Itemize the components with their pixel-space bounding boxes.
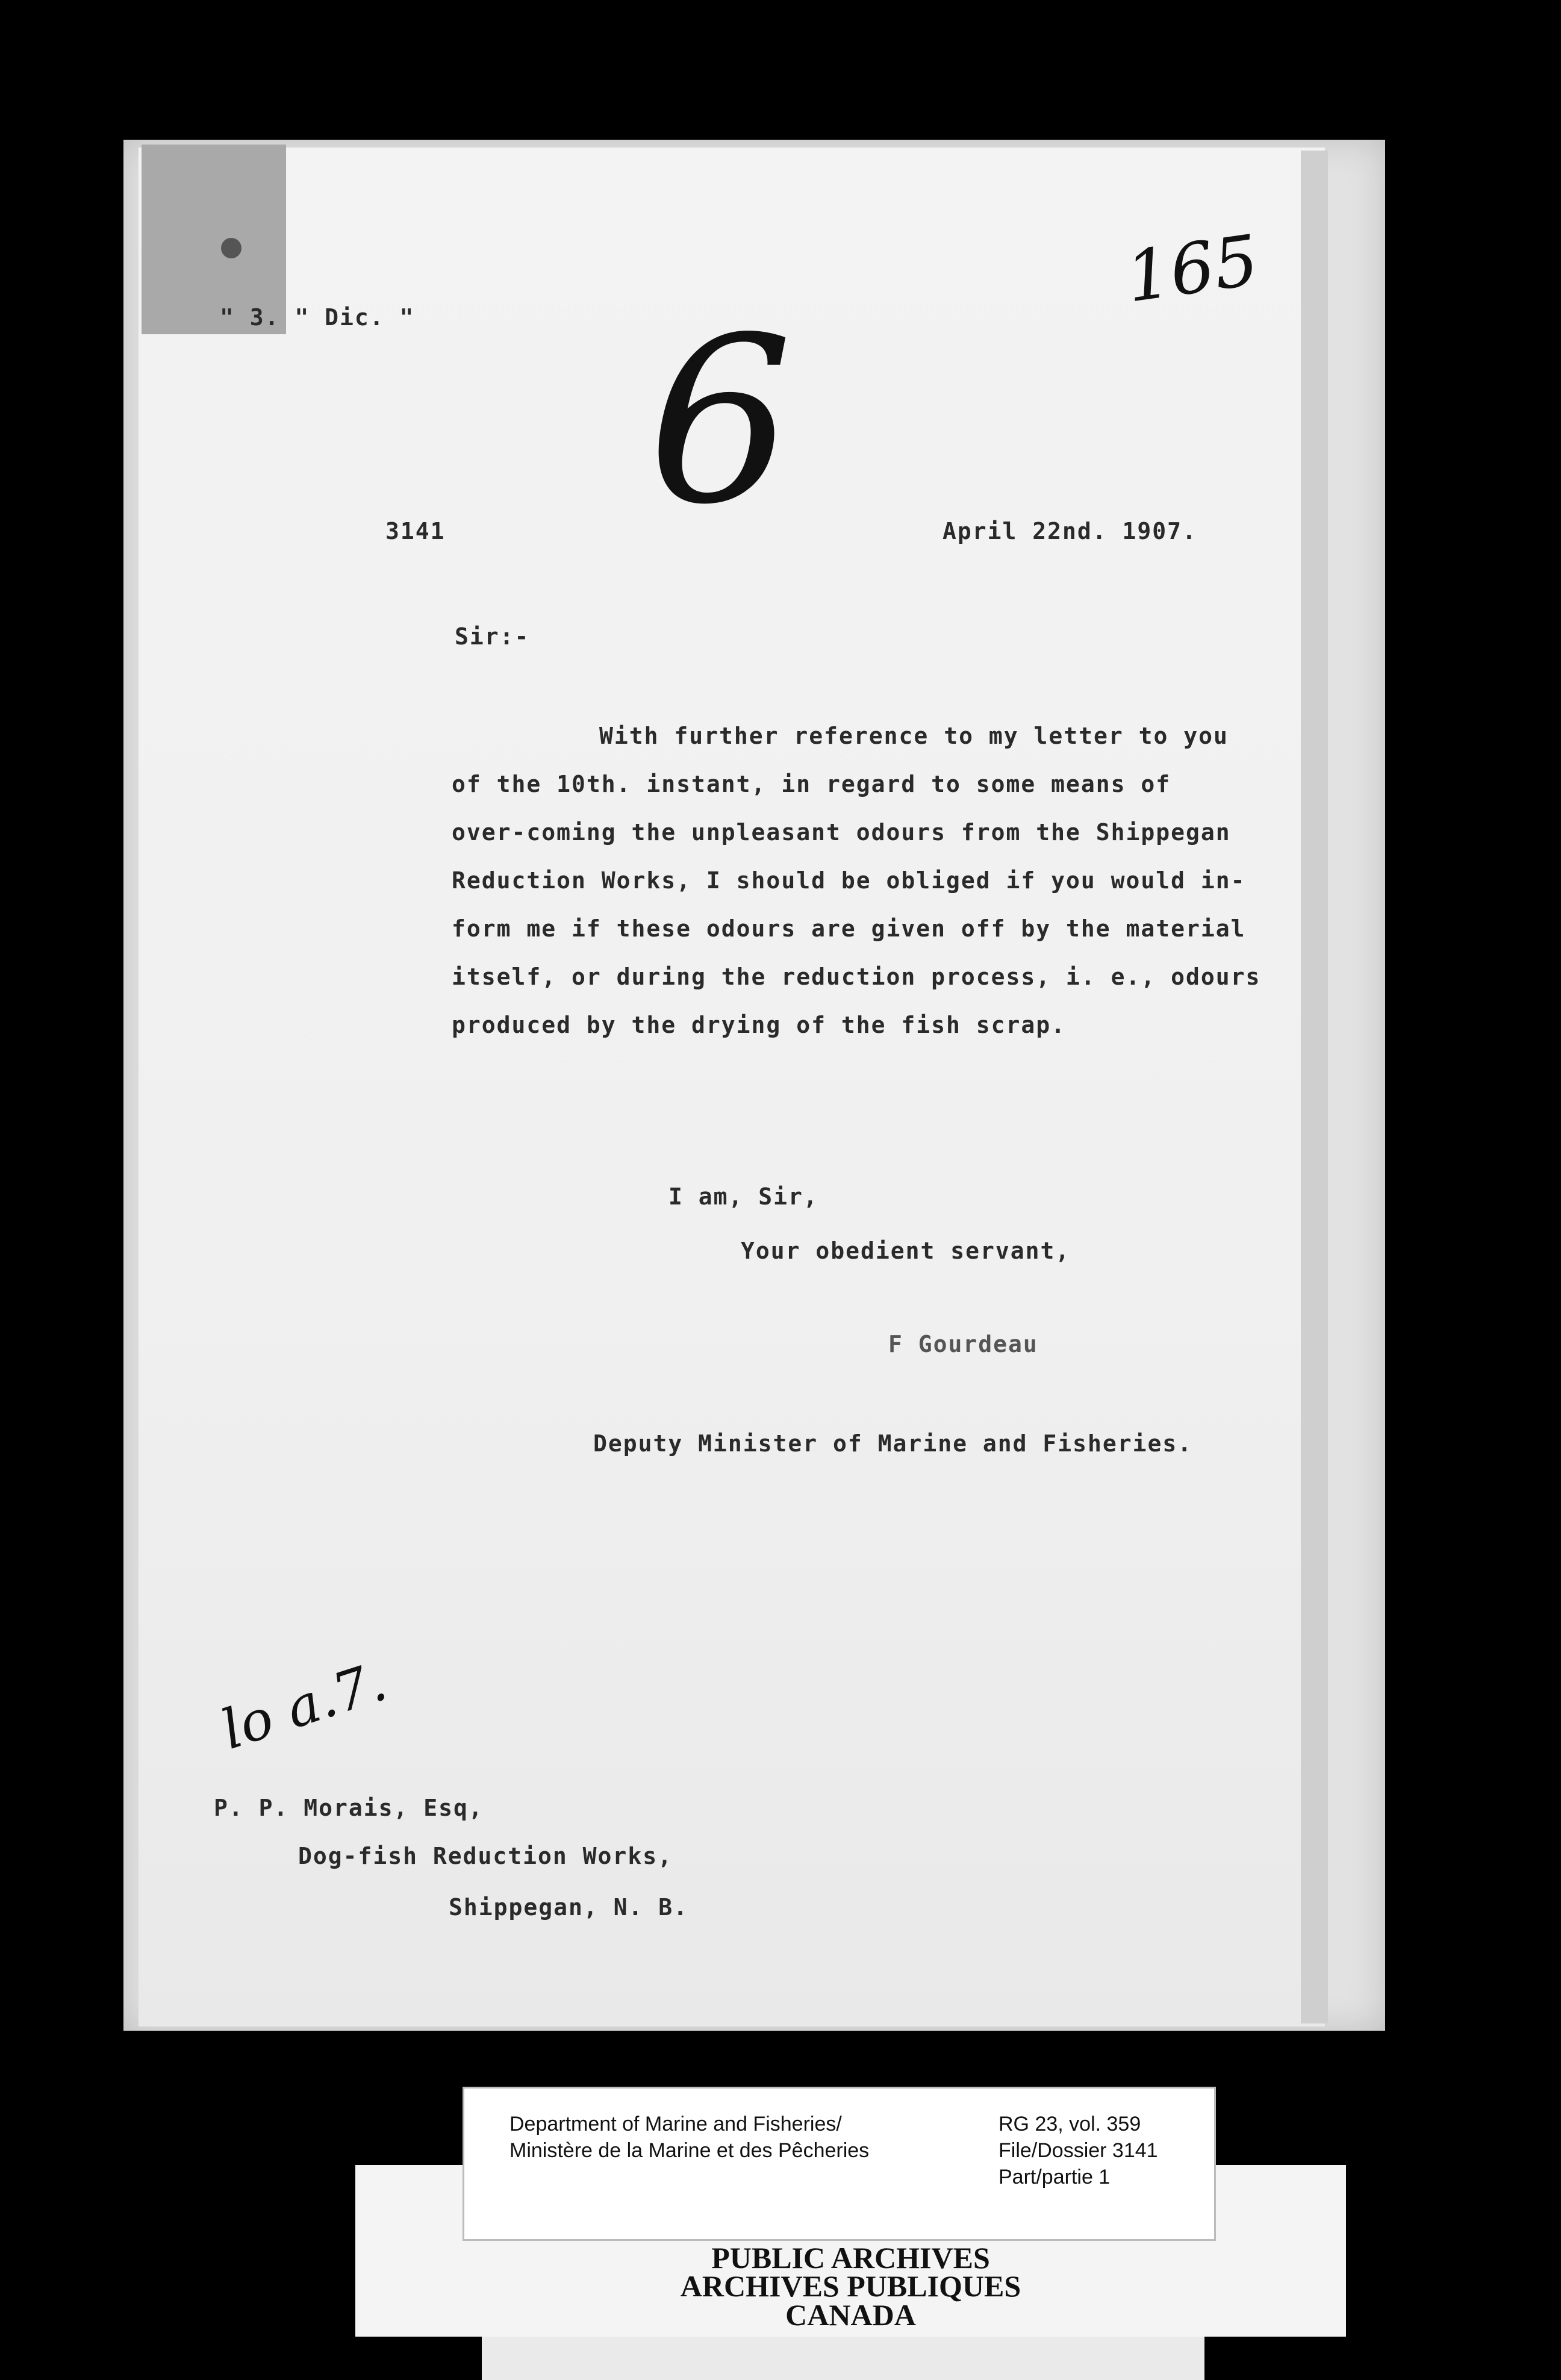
signature-title: Deputy Minister of Marine and Fisheries.	[593, 1430, 1193, 1457]
letter-date: April 22nd. 1907.	[943, 518, 1197, 544]
body-line: With further reference to my letter to you	[599, 723, 1229, 749]
addressee-line-2: Dog-fish Reduction Works,	[298, 1843, 673, 1869]
signature: F Gourdeau	[888, 1331, 1038, 1357]
body-line: over-coming the unpleasant odours from the Shippegan	[452, 819, 1231, 846]
body-line: itself, or during the reduction process, i. e., odours	[452, 964, 1261, 990]
archives-line-1: PUBLIC ARCHIVES	[711, 2241, 990, 2275]
file-reference: File/Dossier 3141	[999, 2139, 1158, 2162]
archive-reference-label	[463, 2087, 1216, 2241]
dict-mark: " 3. " Dic. "	[220, 304, 415, 331]
archives-line-2: ARCHIVES PUBLIQUES	[680, 2269, 1021, 2303]
handwritten-initials: lo a.7.	[214, 1649, 394, 1762]
body-line: form me if these odours are given off by the material	[452, 915, 1246, 942]
page-edge	[1301, 151, 1328, 2023]
file-number: 3141	[385, 518, 446, 544]
closing-line-1: I am, Sir,	[668, 1183, 818, 1210]
rg-reference: RG 23, vol. 359	[999, 2113, 1141, 2135]
bottom-strip	[482, 2337, 1204, 2380]
department-fr: Ministère de la Marine et des Pêcheries	[509, 2139, 870, 2162]
addressee-name: P. P. Morais, Esq,	[214, 1795, 484, 1821]
department-en: Department of Marine and Fisheries/	[509, 2113, 842, 2135]
body-line: of the 10th. instant, in regard to some means of	[452, 771, 1171, 797]
part-reference: Part/partie 1	[999, 2166, 1111, 2188]
salutation: Sir:-	[455, 623, 530, 650]
addressee-line-3: Shippegan, N. B.	[449, 1894, 689, 1921]
closing-line-2: Your obedient servant,	[741, 1238, 1071, 1264]
handwritten-figure: 6	[647, 288, 793, 555]
body-line: produced by the drying of the fish scrap.	[452, 1012, 1066, 1038]
punch-hole	[221, 238, 241, 258]
archives-line-3: CANADA	[785, 2298, 916, 2332]
folio-number: 165	[1121, 220, 1263, 319]
body-line: Reduction Works, I should be obliged if you would in-	[452, 867, 1246, 894]
